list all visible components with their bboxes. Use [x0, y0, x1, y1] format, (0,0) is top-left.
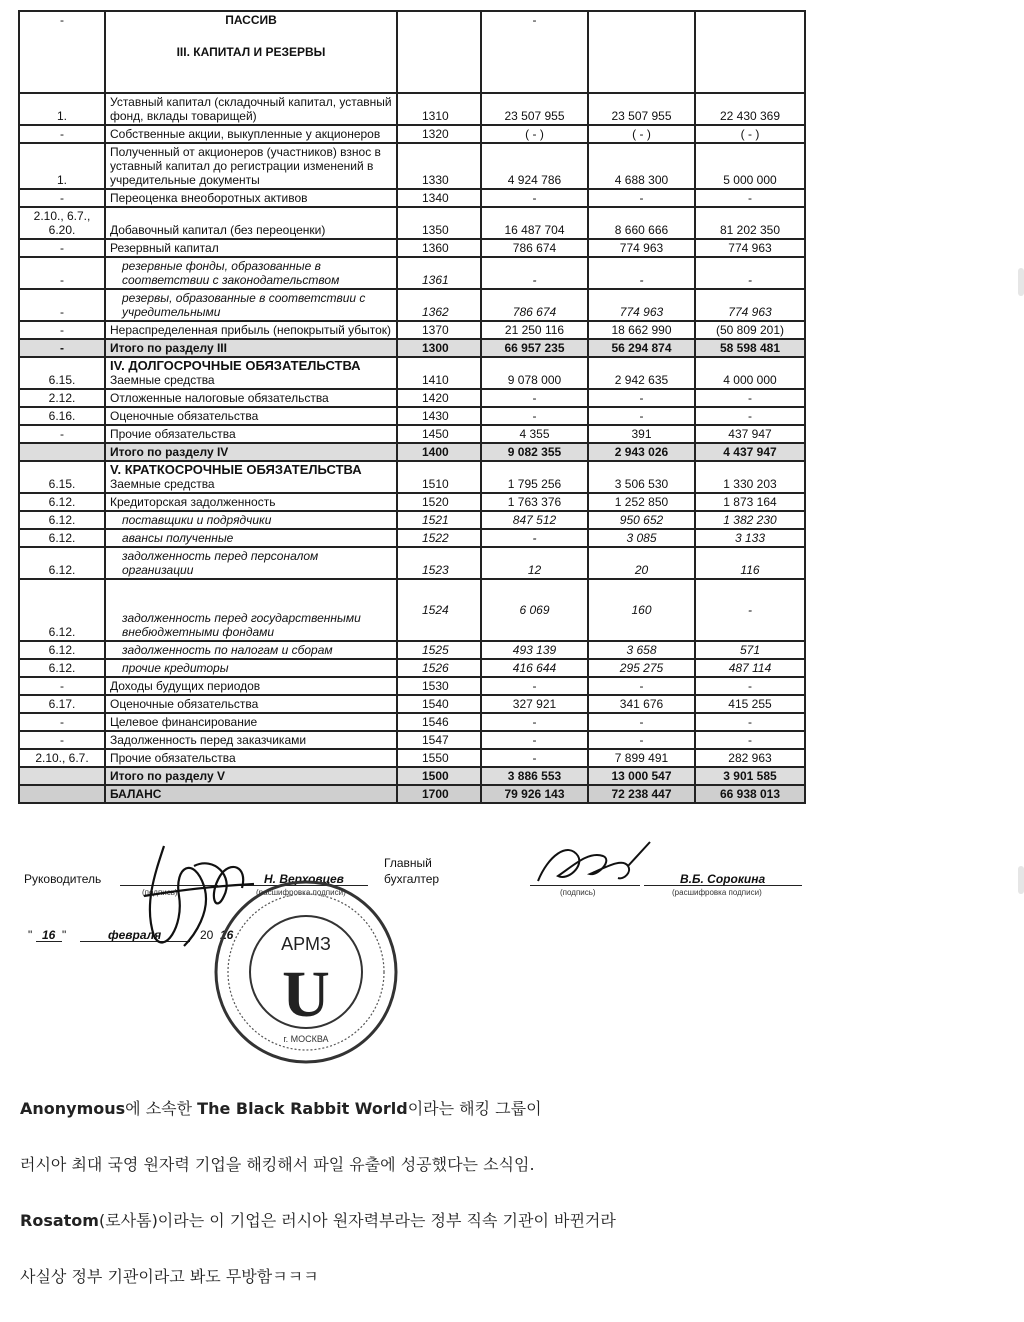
stamp-text: АРМЗ: [281, 934, 331, 954]
row-code: 1400: [397, 443, 481, 461]
table-row: [19, 189, 805, 207]
row-label-cell: [105, 257, 397, 289]
row-note: -: [19, 677, 105, 695]
table-row: [19, 677, 805, 695]
row-label: Нераспределенная прибыль (непокрытый убыток): [110, 323, 392, 337]
table-row: [19, 289, 805, 321]
table-row: [19, 731, 805, 749]
row-value-col1: 416 644: [481, 659, 588, 677]
row-code: 1530: [397, 677, 481, 695]
row-label: Оценочные обязательства: [110, 409, 259, 423]
row-label: Итого по разделу III: [110, 341, 227, 355]
row-value-col1: 327 921: [481, 695, 588, 713]
row-label: задолженность перед персоналом организации: [122, 549, 319, 577]
table-row: [19, 93, 805, 125]
row-label-cell: [105, 767, 397, 785]
row-value-col1: -: [481, 189, 588, 207]
table-row: [19, 785, 805, 803]
row-label: поставщики и подрядчики: [122, 513, 272, 527]
header-code-cell: [397, 11, 481, 93]
row-value-col1: -: [481, 529, 588, 547]
row-code: 1361: [397, 257, 481, 289]
director-label: Руководитель: [24, 872, 102, 886]
row-label-cell: [105, 731, 397, 749]
row-label: Резервный капитал: [110, 241, 219, 255]
row-value-col2: -: [588, 407, 695, 425]
header-col2-cell: [588, 11, 695, 93]
row-note: 6.12.: [19, 511, 105, 529]
row-value-col3: 66 938 013: [695, 785, 805, 803]
row-value-col2: 3 085: [588, 529, 695, 547]
row-value-col2: -: [588, 389, 695, 407]
company-stamp: [212, 878, 400, 1066]
section-title: V. КРАТКОСРОЧНЫЕ ОБЯЗАТЕЛЬСТВА: [110, 462, 362, 477]
table-row: [19, 713, 805, 731]
row-value-col1: -: [481, 677, 588, 695]
row-label-cell: [105, 579, 397, 641]
row-value-col3: 774 963: [695, 289, 805, 321]
director-name: Н. Верховцев: [264, 872, 344, 886]
row-value-col1: 4 355: [481, 425, 588, 443]
row-value-col2: 23 507 955: [588, 93, 695, 125]
table-row: [19, 547, 805, 579]
row-code: 1340: [397, 189, 481, 207]
table-row: [19, 641, 805, 659]
row-value-col3: 81 202 350: [695, 207, 805, 239]
row-label-cell: [105, 207, 397, 239]
row-note: [19, 785, 105, 803]
row-value-col1: 21 250 116: [481, 321, 588, 339]
row-label: Отложенные налоговые обязательства: [110, 391, 329, 405]
row-value-col3: 282 963: [695, 749, 805, 767]
row-value-col3: 1 873 164: [695, 493, 805, 511]
row-code: 1310: [397, 93, 481, 125]
row-value-col2: 774 963: [588, 289, 695, 321]
table-row: [19, 321, 805, 339]
table-row: [19, 143, 805, 189]
table-row: [19, 257, 805, 289]
row-label: резервы, образованные в соответствии с учредительными: [122, 291, 366, 319]
accountant-name-line: [644, 884, 802, 886]
header-col3-cell: [695, 11, 805, 93]
row-note: -: [19, 731, 105, 749]
row-value-col1: ( - ): [481, 125, 588, 143]
article-text: [20, 1098, 1000, 1322]
row-value-col3: 4 437 947: [695, 443, 805, 461]
accountant-name: В.Б. Сорокина: [680, 872, 766, 886]
row-value-col3: 22 430 369: [695, 93, 805, 125]
row-code: 1523: [397, 547, 481, 579]
row-value-col3: -: [695, 189, 805, 207]
right-edge-marker: [1018, 866, 1024, 894]
director-decode-hint: (расшифровка подписи): [256, 888, 346, 897]
table-row: [19, 461, 805, 493]
table-row: [19, 529, 805, 547]
row-value-col3: 116: [695, 547, 805, 579]
row-label: Оценочные обязательства: [110, 697, 259, 711]
row-value-col3: -: [695, 677, 805, 695]
row-label: резервные фонды, образованные в соответствии с законодательством: [122, 259, 340, 287]
row-label-cell: [105, 425, 397, 443]
date-close-quote: ": [62, 928, 67, 942]
row-code: 1524: [397, 579, 481, 641]
row-value-col1: 66 957 235: [481, 339, 588, 357]
row-note: 6.12.: [19, 547, 105, 579]
accountant-label-1: Главный: [384, 856, 432, 870]
row-code: 1410: [397, 357, 481, 389]
row-label: Целевое финансирование: [110, 715, 258, 729]
table-row: [19, 443, 805, 461]
row-value-col3: -: [695, 257, 805, 289]
row-value-col2: 391: [588, 425, 695, 443]
row-label-cell: [105, 289, 397, 321]
row-label: Итого по разделу V: [110, 769, 225, 783]
row-code: 1546: [397, 713, 481, 731]
row-code: 1300: [397, 339, 481, 357]
row-note: 6.15.: [19, 357, 105, 389]
date-year-suffix: 16: [220, 928, 234, 942]
row-note: -: [19, 289, 105, 321]
row-label-cell: [105, 641, 397, 659]
accountant-decode-hint: (расшифровка подписи): [672, 888, 762, 897]
date-day: 16: [42, 928, 56, 942]
row-code: 1430: [397, 407, 481, 425]
table-row: [19, 579, 805, 641]
row-label-cell: [105, 695, 397, 713]
row-value-col2: 3 506 530: [588, 461, 695, 493]
table-row: [19, 389, 805, 407]
row-value-col2: 2 943 026: [588, 443, 695, 461]
date-open-quote: ": [28, 928, 33, 942]
stamp-city: г. МОСКВА: [283, 1034, 329, 1044]
section-title: IV. ДОЛГОСРОЧНЫЕ ОБЯЗАТЕЛЬСТВА: [110, 358, 361, 373]
date-year-prefix: 20: [200, 928, 214, 942]
row-label-cell: [105, 143, 397, 189]
accountant-label-2: бухгалтер: [384, 872, 440, 886]
row-code: 1540: [397, 695, 481, 713]
row-code: 1550: [397, 749, 481, 767]
row-note: -: [19, 189, 105, 207]
row-label: БАЛАНС: [110, 787, 162, 801]
row-value-col2: -: [588, 189, 695, 207]
table-header-row: [19, 11, 805, 93]
table-row: [19, 749, 805, 767]
row-note: 1.: [19, 93, 105, 125]
row-value-col1: 786 674: [481, 289, 588, 321]
row-note: -: [19, 425, 105, 443]
row-label-cell: [105, 461, 397, 493]
row-note: 6.12.: [19, 579, 105, 641]
row-value-col2: -: [588, 257, 695, 289]
table-row: [19, 511, 805, 529]
row-label-cell: [105, 529, 397, 547]
row-code: 1320: [397, 125, 481, 143]
row-code: 1370: [397, 321, 481, 339]
row-note: -: [19, 239, 105, 257]
passive-title: ПАССИВ: [225, 13, 277, 27]
row-value-col3: 487 114: [695, 659, 805, 677]
director-signature-hint: (подпись): [142, 888, 178, 897]
row-value-col2: -: [588, 713, 695, 731]
row-value-col3: ( - ): [695, 125, 805, 143]
row-note: 1.: [19, 143, 105, 189]
row-note: [19, 443, 105, 461]
row-value-col2: 2 942 635: [588, 357, 695, 389]
row-note: -: [19, 713, 105, 731]
row-label-cell: [105, 443, 397, 461]
row-note: 6.17.: [19, 695, 105, 713]
row-label: Прочие обязательства: [110, 751, 236, 765]
row-value-col1: 9 078 000: [481, 357, 588, 389]
row-value-col1: -: [481, 257, 588, 289]
row-value-col1: 4 924 786: [481, 143, 588, 189]
row-code: 1520: [397, 493, 481, 511]
header-dash-col1: -: [532, 13, 537, 27]
row-label-cell: [105, 339, 397, 357]
row-note: 6.15.: [19, 461, 105, 493]
row-label: задолженность перед государственными внебюджетными фондами: [122, 611, 361, 639]
row-note: 2.12.: [19, 389, 105, 407]
row-label-cell: [105, 125, 397, 143]
row-note: 6.12.: [19, 659, 105, 677]
row-value-col1: 493 139: [481, 641, 588, 659]
row-note: -: [19, 339, 105, 357]
row-value-col3: -: [695, 731, 805, 749]
row-value-col2: 56 294 874: [588, 339, 695, 357]
row-label: Собственные акции, выкупленные у акционеров: [110, 127, 381, 141]
row-label-cell: [105, 321, 397, 339]
table-row: [19, 493, 805, 511]
liabilities-table: [18, 10, 806, 804]
row-value-col2: 20: [588, 547, 695, 579]
row-value-col3: -: [695, 579, 805, 641]
row-label: прочие кредиторы: [122, 661, 229, 675]
row-label-cell: [105, 511, 397, 529]
row-label: Доходы будущих периодов: [110, 679, 261, 693]
row-label-cell: [105, 357, 397, 389]
row-value-col3: -: [695, 407, 805, 425]
row-value-col2: 950 652: [588, 511, 695, 529]
table-row: [19, 407, 805, 425]
row-label: авансы полученные: [122, 531, 234, 545]
row-label: Задолженность перед заказчиками: [110, 733, 307, 747]
row-value-col1: 1 763 376: [481, 493, 588, 511]
row-note: 6.12.: [19, 493, 105, 511]
row-label-cell: [105, 389, 397, 407]
row-code: 1525: [397, 641, 481, 659]
row-label-cell: [105, 547, 397, 579]
row-code: 1450: [397, 425, 481, 443]
row-code: 1420: [397, 389, 481, 407]
row-code: 1350: [397, 207, 481, 239]
row-value-col3: 4 000 000: [695, 357, 805, 389]
row-note: 6.16.: [19, 407, 105, 425]
row-value-col3: 5 000 000: [695, 143, 805, 189]
anonymous-text: Anonymous: [20, 1099, 126, 1118]
row-code: 1362: [397, 289, 481, 321]
row-value-col1: 1 795 256: [481, 461, 588, 493]
row-value-col1: 16 487 704: [481, 207, 588, 239]
row-value-col3: 774 963: [695, 239, 805, 257]
rosatom-text: Rosatom: [20, 1211, 99, 1230]
row-note: 2.10., 6.7.: [19, 749, 105, 767]
row-code: 1700: [397, 785, 481, 803]
row-label-cell: [105, 93, 397, 125]
table-row: [19, 357, 805, 389]
article-paragraph-1: [20, 1098, 1000, 1120]
row-value-col1: -: [481, 389, 588, 407]
row-label-cell: [105, 239, 397, 257]
row-code: 1521: [397, 511, 481, 529]
row-code: 1500: [397, 767, 481, 785]
table-row: [19, 695, 805, 713]
row-label-cell: [105, 407, 397, 425]
row-code: 1522: [397, 529, 481, 547]
row-value-col1: 9 082 355: [481, 443, 588, 461]
row-value-col2: -: [588, 731, 695, 749]
row-value-col2: 295 275: [588, 659, 695, 677]
row-value-col2: 160: [588, 579, 695, 641]
row-label: Добавочный капитал (без переоценки): [110, 223, 326, 237]
row-label: Заемные средства: [110, 373, 215, 387]
row-value-col2: 341 676: [588, 695, 695, 713]
table-row: [19, 207, 805, 239]
table-row: [19, 767, 805, 785]
row-value-col2: -: [588, 677, 695, 695]
row-note: [19, 767, 105, 785]
row-value-col3: 58 598 481: [695, 339, 805, 357]
date-day-line: [36, 940, 62, 942]
row-code: 1526: [397, 659, 481, 677]
row-value-col1: 23 507 955: [481, 93, 588, 125]
article-paragraph-2: 러시아 최대 국영 원자력 기업을 해킹해서 파일 유출에 성공했다는 소식임.: [20, 1155, 535, 1174]
row-label-cell: [105, 713, 397, 731]
row-label-cell: [105, 659, 397, 677]
row-code: 1330: [397, 143, 481, 189]
table-row: [19, 425, 805, 443]
row-value-col1: -: [481, 749, 588, 767]
row-code: 1510: [397, 461, 481, 493]
row-value-col3: 437 947: [695, 425, 805, 443]
table-row: [19, 659, 805, 677]
row-note: 2.10., 6.7., 6.20.: [19, 207, 105, 239]
stamp-letter: U: [282, 958, 330, 1031]
row-value-col1: 12: [481, 547, 588, 579]
right-edge-marker: [1018, 268, 1024, 296]
row-value-col3: 1 382 230: [695, 511, 805, 529]
row-value-col2: 13 000 547: [588, 767, 695, 785]
header-note-cell: [19, 11, 105, 93]
row-label: Полученный от акционеров (участников) взнос в уставный капитал до регистрации изменений в учредительные документы: [110, 145, 381, 187]
accountant-signature-hint: (подпись): [560, 888, 596, 897]
row-value-col2: 1 252 850: [588, 493, 695, 511]
row-label: Переоценка внеоборотных активов: [110, 191, 308, 205]
row-value-col2: 4 688 300: [588, 143, 695, 189]
row-label: задолженность по налогам и сборам: [122, 643, 333, 657]
table-row: [19, 239, 805, 257]
group-name: The Black Rabbit World: [197, 1099, 408, 1118]
table-row: [19, 125, 805, 143]
table-row: [19, 339, 805, 357]
row-value-col1: -: [481, 731, 588, 749]
row-value-col3: (50 809 201): [695, 321, 805, 339]
row-value-col3: -: [695, 713, 805, 731]
header-col1-cell: [481, 11, 588, 93]
row-note: 6.12.: [19, 529, 105, 547]
row-label-cell: [105, 189, 397, 207]
row-label: Кредиторская задолженность: [110, 495, 276, 509]
article-paragraph-4: 사실상 정부 기관이라고 봐도 무방함ㅋㅋㅋ: [20, 1267, 319, 1286]
row-value-col1: 786 674: [481, 239, 588, 257]
row-value-col2: 3 658: [588, 641, 695, 659]
row-value-col1: -: [481, 407, 588, 425]
row-label: Заемные средства: [110, 477, 215, 491]
p1-text-1: 에 소속한: [125, 1099, 198, 1118]
row-value-col3: 3 901 585: [695, 767, 805, 785]
row-label-cell: [105, 493, 397, 511]
row-value-col1: 3 886 553: [481, 767, 588, 785]
accountant-signature: [528, 836, 658, 896]
row-label-cell: [105, 785, 397, 803]
row-value-col3: 1 330 203: [695, 461, 805, 493]
section-3-title: III. КАПИТАЛ И РЕЗЕРВЫ: [176, 45, 326, 59]
row-value-col3: 3 133: [695, 529, 805, 547]
row-value-col2: ( - ): [588, 125, 695, 143]
row-value-col1: 6 069: [481, 579, 588, 641]
row-value-col2: 8 660 666: [588, 207, 695, 239]
row-label-cell: [105, 677, 397, 695]
row-code: 1547: [397, 731, 481, 749]
row-note: -: [19, 125, 105, 143]
row-value-col1: 79 926 143: [481, 785, 588, 803]
row-label: Прочие обязательства: [110, 427, 236, 441]
row-value-col2: 7 899 491: [588, 749, 695, 767]
row-note: -: [19, 257, 105, 289]
row-label: Итого по разделу IV: [110, 445, 229, 459]
date-month: февраля: [108, 928, 162, 942]
balance-sheet: [18, 10, 804, 804]
p1-text-2: 이라는 해킹 그룹이: [407, 1099, 542, 1118]
row-value-col2: 774 963: [588, 239, 695, 257]
p3-text: (로사톰)이라는 이 기업은 러시아 원자력부라는 정부 직속 기관이 바뀐거라: [98, 1211, 616, 1230]
row-code: 1360: [397, 239, 481, 257]
header-title-cell: [105, 11, 397, 93]
row-note: 6.12.: [19, 641, 105, 659]
row-label-cell: [105, 749, 397, 767]
row-value-col2: 18 662 990: [588, 321, 695, 339]
header-dash: -: [60, 13, 64, 27]
article-paragraph-3: [20, 1210, 1000, 1232]
row-value-col3: 571: [695, 641, 805, 659]
row-value-col1: 847 512: [481, 511, 588, 529]
row-value-col1: -: [481, 713, 588, 731]
row-value-col3: -: [695, 389, 805, 407]
row-label: Уставный капитал (складочный капитал, уставный фонд, вклады товарищей): [110, 95, 392, 123]
row-note: -: [19, 321, 105, 339]
row-value-col3: 415 255: [695, 695, 805, 713]
row-value-col2: 72 238 447: [588, 785, 695, 803]
